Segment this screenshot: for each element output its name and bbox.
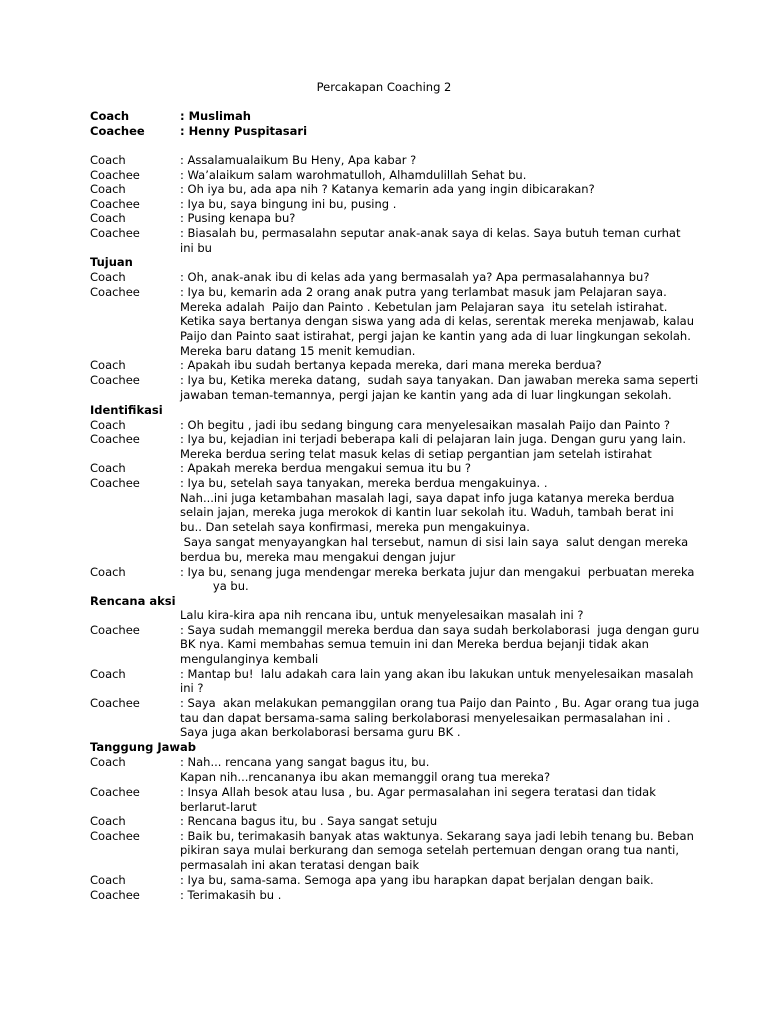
speaker-label: Coachee [90, 373, 140, 387]
speaker-label: Coach [90, 358, 126, 372]
utterance-line: : Nah... rencana yang sangat bagus itu, bu. [180, 755, 430, 769]
utterance-line: ya bu. [180, 579, 249, 594]
utterance-text [180, 432, 692, 461]
utterance-line: pikiran saya mulai berkurang dan semoga setelah pertemuan dengan orang tua nanti, [180, 843, 680, 858]
document-title: Percakapan Coaching 2 [316, 80, 452, 94]
utterance-text [180, 476, 692, 564]
utterance-line: berdua bu, mereka mau mengakui dengan jujur [180, 549, 456, 564]
utterance-line: tau dan dapat bersama-sama saling berkolaborasi menyelesaikan permasalahan ini . [180, 710, 671, 725]
speaker-label: Coach [90, 564, 126, 579]
utterance-text [180, 226, 692, 255]
utterance-line: : Insya Allah besok atau lusa , bu. Agar permasalahan ini segera teratasi dan tidak [180, 785, 656, 799]
utterance-line: : Terimakasih bu . [180, 888, 282, 902]
utterance-line: Nah...ini juga ketambahan masalah lagi, saya dapat info juga katanya mereka berdua [180, 490, 675, 505]
section-heading-identifikasi: Identifikasi [90, 403, 163, 417]
speaker-label: Coachee [90, 888, 140, 902]
utterance-text [180, 755, 692, 784]
speaker-label: Coachee [90, 123, 145, 138]
utterance-line: : Apakah mereka berdua mengakui semua itu bu ? [180, 461, 471, 475]
speaker-label: Coach [90, 109, 130, 123]
section-heading-rencana: Rencana aksi [90, 593, 176, 608]
utterance-text [180, 461, 692, 476]
utterance-line: : Iya bu, sama-sama. Semoga apa yang ibu harapkan dapat berjalan dengan baik. [180, 873, 654, 887]
utterance-text [180, 182, 692, 197]
speaker-label: Coachee [90, 196, 140, 211]
utterance-text [180, 696, 700, 740]
utterance-line: : Iya bu, kemarin ada 2 orang anak putra yang terlambat masuk jam Pelajaran saya. [180, 285, 667, 299]
utterance-line: jawaban teman-temannya, pergi jajan ke kantin yang ada di luar lingkungan sekolah. [180, 387, 672, 402]
coach-name: : Muslimah [180, 109, 251, 123]
utterance-line: : Iya bu, kejadian ini terjadi beberapa kali di pelajaran lain juga. Dengan guru yang lain. [180, 432, 686, 446]
speaker-label: Coach [90, 666, 126, 681]
utterance-line: : Iya bu, setelah saya tanyakan, mereka berdua mengakuinya. . [180, 476, 548, 490]
utterance-line: Kapan nih...rencananya ibu akan memanggil orang tua mereka? [180, 769, 551, 784]
utterance-line: : Mantap bu! lalu adakah cara lain yang akan ibu lakukan untuk menyelesaikan masalah [180, 666, 694, 681]
speaker-label: Coach [90, 418, 126, 432]
utterance-line: ini bu [180, 240, 212, 255]
speaker-label: Coachee [90, 476, 140, 490]
utterance-line: Ketika saya bertanya dengan siswa yang ada di kelas, serentak mereka menjawab, kalau [180, 314, 694, 329]
utterance-text [180, 285, 692, 359]
utterance-line: : Saya sudah memanggil mereka berdua dan saya sudah berkolaborasi juga dengan guru [180, 622, 700, 637]
speaker-label: Coach [90, 153, 126, 167]
speaker-label: Coachee [90, 696, 140, 710]
utterance-line: permasalah ini akan teratasi dengan baik [180, 857, 420, 872]
utterance-line: : Saya akan melakukan pemanggilan orang tua Paijo dan Painto , Bu. Agar orang tua juga [180, 696, 700, 710]
utterance-line: Saya juga akan berkolaborasi bersama guru BK . [180, 725, 461, 740]
speaker-label: Coach [90, 270, 126, 284]
speaker-label: Coachee [90, 167, 140, 182]
utterance-text [180, 358, 692, 373]
section-heading-tujuan: Tujuan [90, 255, 133, 269]
utterance-text [180, 667, 692, 696]
utterance-line: Mereka adalah Paijo dan Painto . Kebetulan jam Pelajaran saya itu setelah istirahat. [180, 299, 668, 314]
utterance-line: Lalu kira-kira apa nih rencana ibu, untuk menyelesaikan masalah ini ? [180, 608, 584, 622]
utterance-line: Saya sangat menyayangkan hal tersebut, namun di sisi lain saya salut dengan mereka [180, 534, 689, 549]
utterance-text [180, 197, 692, 212]
utterance-text [180, 270, 692, 285]
utterance-line: : Pusing kenapa bu? [180, 211, 296, 225]
utterance-text [180, 873, 692, 888]
speaker-label: Coachee [90, 622, 140, 637]
utterance-text [180, 418, 692, 433]
speaker-label: Coach [90, 461, 126, 475]
utterance-line: Mereka baru datang 15 menit kemudian. [180, 343, 416, 358]
speaker-label: Coachee [90, 828, 140, 843]
speaker-label: Coach [90, 873, 126, 887]
utterance-line: : Rencana bagus itu, bu . Saya sangat setuju [180, 814, 438, 828]
speaker-label: Coach [90, 755, 126, 769]
utterance-line: : Biasalah bu, permasalahn seputar anak-anak saya di kelas. Saya butuh teman curhat [180, 226, 681, 240]
utterance-text [180, 814, 692, 829]
coachee-name: : Henny Puspitasari [180, 123, 308, 138]
speaker-label: Coachee [90, 432, 140, 446]
speaker-label: Coachee [90, 785, 140, 799]
utterance-line: selain jajan, mereka juga merokok di kantin luar sekolah itu. Waduh, tambah berat ini [180, 505, 674, 520]
speaker-label: Coach [90, 211, 126, 225]
speaker-label: Coachee [90, 285, 140, 299]
utterance-line: : Assalamualaikum Bu Heny, Apa kabar ? [180, 153, 417, 167]
utterance-line: bu.. Dan setelah saya konfirmasi, mereka pun mengakuinya. [180, 520, 530, 535]
utterance-text [180, 785, 692, 814]
utterance-text [180, 564, 695, 594]
speaker-label: Coachee [90, 226, 140, 240]
utterance-text [180, 153, 692, 168]
utterance-text [180, 373, 699, 402]
utterance-text [180, 622, 700, 667]
utterance-line: berlarut-larut [180, 799, 257, 814]
utterance-line: : Iya bu, senang juga mendengar mereka berkata jujur dan mengakui perbuatan mereka [180, 564, 695, 579]
utterance-line: ini ? [180, 681, 204, 696]
utterance-line: : Oh begitu , jadi ibu sedang bingung cara menyelesaikan masalah Paijo dan Painto ? [180, 418, 671, 432]
utterance-line: : Wa’alaikum salam warohmatulloh, Alhamdulillah Sehat bu. [180, 167, 527, 182]
utterance-line: : Apakah ibu sudah bertanya kepada mereka, dari mana mereka berdua? [180, 358, 602, 372]
speaker-label: Coach [90, 182, 126, 196]
section-heading-tanggung: Tanggung Jawab [90, 740, 197, 754]
utterance-line: : Baik bu, terimakasih banyak atas waktunya. Sekarang saya jadi lebih tenang bu. Beban [180, 828, 694, 843]
utterance-line: Mereka berdua sering telat masuk kelas di setiap pergantian jam setelah istirahat [180, 446, 652, 461]
utterance-text [180, 888, 692, 903]
utterance-line: BK nya. Kami membahas semua temuin ini dan Mereka berdua bejanji tidak akan [180, 637, 649, 652]
utterance-line: Paijo dan Painto saat istirahat, pergi jajan ke kantin yang ada di luar lingkungan sekolah. [180, 329, 691, 344]
utterance-text [180, 211, 692, 226]
utterance-text [180, 608, 692, 623]
utterance-line: : Iya bu, saya bingung ini bu, pusing . [180, 196, 397, 211]
utterance-text [180, 829, 692, 873]
utterance-line: : Oh, anak-anak ibu di kelas ada yang bermasalah ya? Apa permasalahannya bu? [180, 270, 650, 284]
utterance-line: : Oh iya bu, ada apa nih ? Katanya kemarin ada yang ingin dibicarakan? [180, 182, 595, 196]
utterance-text [180, 168, 692, 183]
speaker-label: Coach [90, 814, 126, 828]
utterance-line: : Iya bu, Ketika mereka datang, sudah saya tanyakan. Dan jawaban mereka sama seperti [180, 373, 699, 387]
utterance-line: mengulanginya kembali [180, 651, 319, 666]
